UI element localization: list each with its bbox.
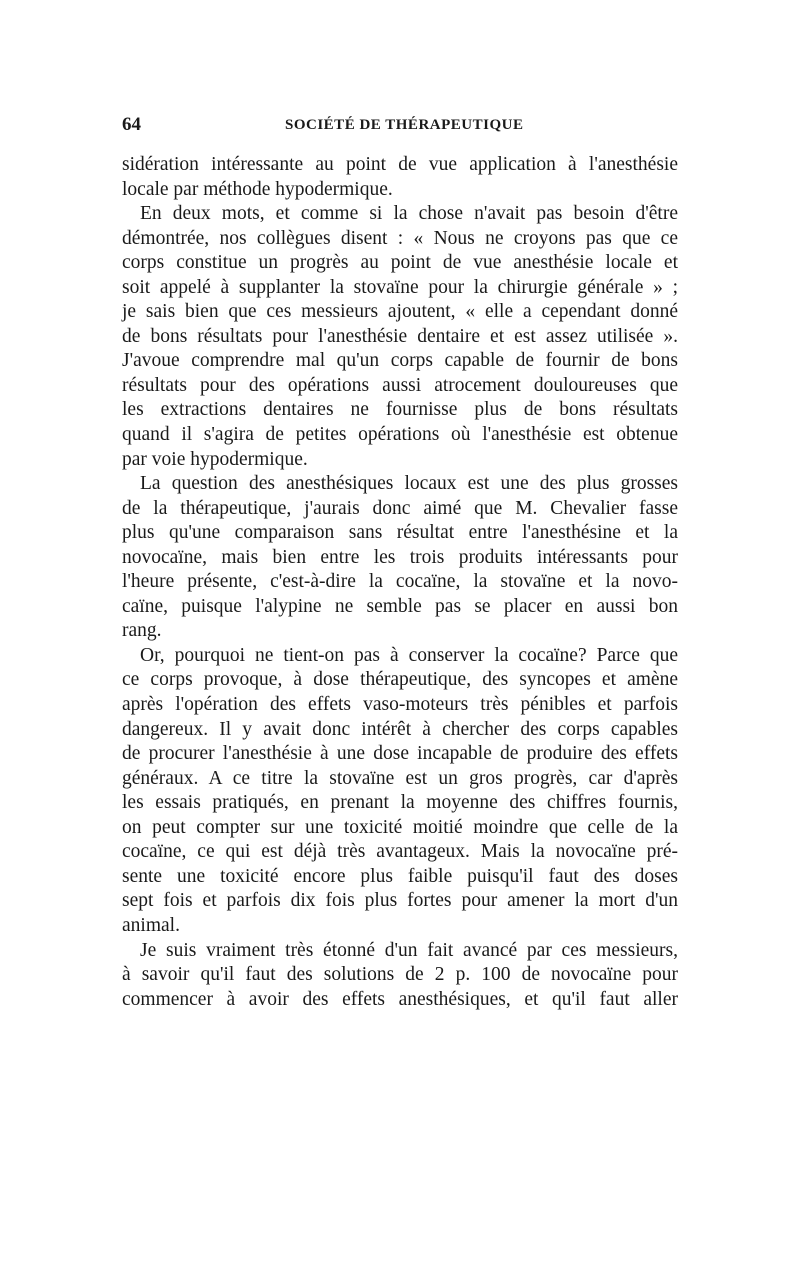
text-line: corps constitue un progrès au point de vue anesthésie locale et [122,252,678,274]
text-line: l'heure présente, c'est-à-dire la cocaïne, la stovaïne et la novo- [122,571,678,593]
text-line: animal. [122,914,180,936]
text-line: J'avoue comprendre mal qu'un corps capable de fournir de bons [122,350,678,372]
text-line: à savoir qu'il faut des solutions de 2 p. 100 de novocaïne pour [122,964,678,986]
text-line: de la thérapeutique, j'aurais donc aimé que M. Chevalier fasse [122,497,678,519]
text-line: quand il s'agira de petites opérations où l'anesthésie est obtenue [122,424,678,446]
text-line: commencer à avoir des effets anesthésiques, et qu'il faut aller [122,988,678,1010]
text-line: les essais pratiqués, en prenant la moyenne des chiffres fournis, [122,792,678,814]
text-line: En deux mots, et comme si la chose n'avait pas besoin d'être [140,203,678,225]
text-line: généraux. A ce titre la stovaïne est un gros progrès, car d'après [122,767,678,789]
text-line: Or, pourquoi ne tient-on pas à conserver la cocaïne? Parce que [140,644,678,666]
text-line: sidération intéressante au point de vue application à l'anesthésie [122,154,678,175]
text-line: après l'opération des effets vaso-moteurs très pénibles et parfois [122,694,678,716]
text-line: ce corps provoque, à dose thérapeutique, des syncopes et amène [122,669,678,691]
page-number: 64 [122,114,141,135]
text-line: cocaïne, ce qui est déjà très avantageux. Mais la novocaïne pré- [122,841,678,863]
running-head: SOCIÉTÉ DE THÉRAPEUTIQUE [285,117,524,133]
text-line: sept fois et parfois dix fois plus fortes pour amener la mort d'un [122,890,678,912]
text-line: les extractions dentaires ne fournisse plus de bons résultats [122,399,678,421]
text-line: de procurer l'anesthésie à une dose incapable de produire des effets [122,743,678,765]
text-line: caïne, puisque l'alypine ne semble pas se placer en aussi bon [122,595,678,617]
text-line: sente une toxicité encore plus faible puisqu'il faut des doses [122,865,678,887]
text-line: La question des anesthésiques locaux est une des plus grosses [140,473,678,495]
text-line: résultats pour des opérations aussi atrocement douloureuses que [122,374,678,396]
text-line: dangereux. Il y avait donc intérêt à chercher des corps capables [122,718,678,740]
text-line: locale par méthode hypodermique. [122,178,393,200]
page-header [122,114,678,140]
text-line: je sais bien que ces messieurs ajoutent, « elle a cependant donné [122,301,678,323]
body-text [122,153,678,1012]
text-line: rang. [122,620,162,642]
text-line: soit appelé à supplanter la stovaïne pour la chirurgie générale » ; [122,276,678,298]
text-line: de bons résultats pour l'anesthésie dentaire et est assez utilisée ». [122,325,678,347]
text-line: novocaïne, mais bien entre les trois produits intéressants pour [122,546,678,568]
text-line: Je suis vraiment très étonné d'un fait avancé par ces messieurs, [140,939,678,961]
text-line: plus qu'une comparaison sans résultat entre l'anesthésine et la [122,522,678,544]
text-line: on peut compter sur une toxicité moitié moindre que celle de la [122,816,678,838]
text-line: démontrée, nos collègues disent : « Nous ne croyons pas que ce [122,227,678,249]
text-line: par voie hypodermique. [122,448,308,470]
